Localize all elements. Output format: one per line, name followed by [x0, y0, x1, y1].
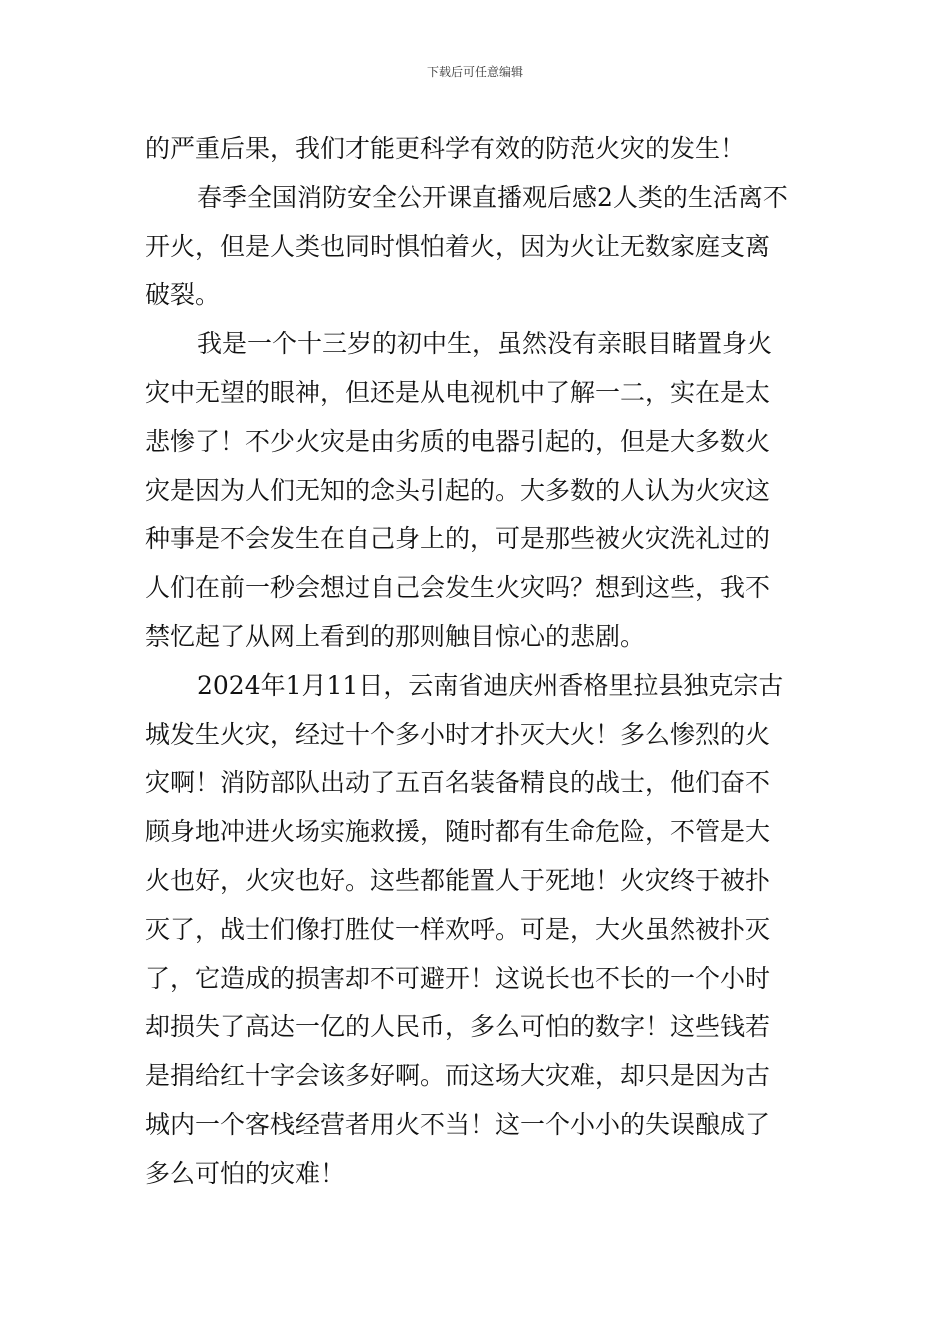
text-line: 多么可怕的灾难！: [145, 1158, 346, 1188]
text-line: 火也好，火灾也好。这些都能置人于死地！火灾终于被扑: [145, 865, 771, 895]
page-header: 下载后可任意编辑: [426, 65, 523, 79]
text-line: 2024年1月11日，云南省迪庆州香格里拉县独克宗古: [197, 670, 784, 700]
text-line: 顾身地冲进火场实施救援，随时都有生命危险，不管是大: [145, 817, 771, 847]
text-line: 开火，但是人类也同时惧怕着火，因为火让无数家庭支离: [145, 231, 771, 261]
text-line: 种事是不会发生在自己身上的，可是那些被火灾洗礼过的: [145, 524, 771, 554]
text-line: 灭了，战士们像打胜仗一样欢呼。可是，大火虽然被扑灭: [145, 914, 771, 944]
text-line: 的严重后果，我们才能更科学有效的防范火灾的发生！: [145, 134, 746, 163]
text-line: 人们在前一秒会想过自己会发生火灾吗？想到这些，我不: [145, 573, 771, 603]
text-line: 城内一个客栈经营者用火不当！这一个小小的失误酿成了: [145, 1109, 771, 1139]
text-line: 破裂。: [145, 280, 221, 310]
text-line: 禁忆起了从网上看到的那则触目惊心的悲剧。: [145, 621, 646, 651]
text-line: 灾是因为人们无知的念头引起的。大多数的人认为火灾这: [145, 475, 771, 505]
text-line: 春季全国消防安全公开课直播观后感2人类的生活离不: [197, 182, 788, 212]
text-line: 了，它造成的损害却不可避开！这说长也不长的一个小时: [145, 963, 771, 993]
document-body: [145, 125, 811, 1199]
text-line: 灾啊！消防部队出动了五百名装备精良的战士，他们奋不: [145, 768, 771, 798]
text-line: 悲惨了！不少火灾是由劣质的电器引起的，但是大多数火: [145, 426, 771, 456]
text-line: 城发生火灾，经过十个多小时才扑灭大火！多么惨烈的火: [145, 719, 771, 749]
text-line: 我是一个十三岁的初中生，虽然没有亲眼目睹置身火: [197, 329, 773, 359]
text-line: 却损失了高达一亿的人民币，多么可怕的数字！这些钱若: [145, 1012, 771, 1042]
text-line: 灾中无望的眼神，但还是从电视机中了解一二，实在是太: [145, 377, 771, 407]
text-line: 是捐给红十字会该多好啊。而这场大灾难，却只是因为古: [145, 1061, 771, 1091]
